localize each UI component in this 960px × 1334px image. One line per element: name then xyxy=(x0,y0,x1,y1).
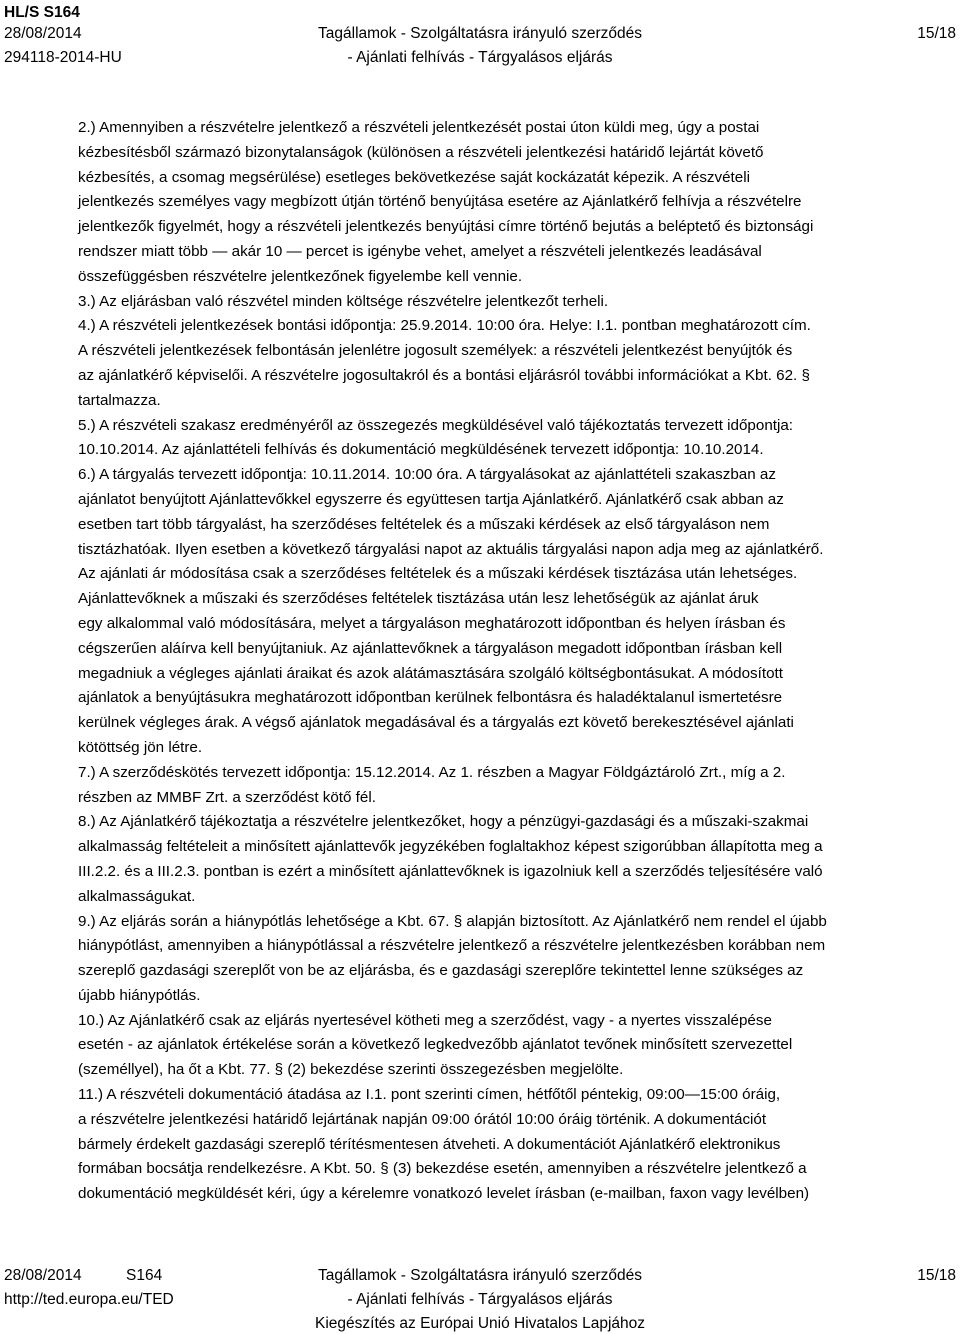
body-line: Ajánlattevőknek a műszaki és szerződéses feltételek tisztázása után lesz lehetőségük az ajánlat áruk xyxy=(78,590,759,608)
body-line: 10.) Az Ajánlatkérő csak az eljárás nyertesével kötheti meg a szerződést, vagy - a nyertes visszalépése xyxy=(78,1011,772,1029)
body-line: jelentkezők figyelmét, hogy a részvételi jelentkezés benyújtási címre történő bejutás a beléptető és biztonsági xyxy=(78,218,814,236)
body-line: kézbesítésből származó bizonytalanságok (különösen a részvételi jelentkezési határidő lejártát követő xyxy=(78,143,764,161)
body-line: az ajánlatkérő képviselői. A részvételre jogosultakról és a bontási eljárásról további információkat a Kbt. 62. § xyxy=(78,366,810,384)
body-line: egy alkalommal való módosítására, melyet a tárgyaláson meghatározott időpontban és helyen írásban és xyxy=(78,614,786,632)
body-line: 6.) A tárgyalás tervezett időpontja: 10.11.2014. 10:00 óra. A tárgyalásokat az ajánlattételi szakaszban az xyxy=(78,466,776,484)
body-line: 3.) Az eljárásban való részvétel minden költsége részvételre jelentkezőt terheli. xyxy=(78,292,609,310)
footer-title-line2: - Ajánlati felhívás - Tárgyalásos eljárás xyxy=(347,1291,613,1308)
body-line: 7.) A szerződéskötés tervezett időpontja: 15.12.2014. Az 1. részben a Magyar Földgáztároló Zrt., míg a 2. xyxy=(78,763,786,781)
footer-series: S164 xyxy=(126,1267,163,1284)
body-line: a részvételre jelentkezési határidő lejártának napján 09:00 órától 10:00 óráig történik. A dokumentációt xyxy=(78,1110,767,1128)
header-series: HL/S S164 xyxy=(4,4,80,21)
body-line: 8.) Az Ajánlatkérő tájékoztatja a részvételre jelentkezőket, hogy a pénzügyi-gazdasági és a műszaki-szakmai xyxy=(78,813,809,831)
body-line: kötöttség jön létre. xyxy=(78,738,203,756)
body-line: ajánlatot benyújtott Ajánlattevőkkel egyszerre és együttesen tartja Ajánlatkérő. Ajánlatkérő csak abban az xyxy=(78,490,784,508)
body-line: tisztázhatóak. Ilyen esetben a következő tárgyalási napot az aktuális tárgyalási napon adja meg az ajánlatkérő. xyxy=(78,540,824,558)
body-line: újabb hiánypótlás. xyxy=(78,986,201,1004)
body-line: tartalmazza. xyxy=(78,391,161,409)
footer-url: http://ted.europa.eu/TED xyxy=(4,1291,174,1308)
body-line: 9.) Az eljárás során a hiánypótlás lehetősége a Kbt. 67. § alapján biztosított. Az Ajánlatkérő nem rendel el újabb xyxy=(78,912,827,930)
header-date: 28/08/2014 xyxy=(4,25,82,42)
footer-title-line3: Kiegészítés az Európai Unió Hivatalos Lapjához xyxy=(315,1315,645,1332)
header-title-line1: Tagállamok - Szolgáltatásra irányuló szerződés xyxy=(318,25,642,42)
body-line: jelentkezés személyes vagy megbízott útján történő benyújtása esetére az Ajánlatkérő felhívja a részvételre xyxy=(78,193,802,211)
footer-page-number: 15/18 xyxy=(917,1267,956,1284)
body-line: ajánlatok a benyújtásukra meghatározott időpontban kerülnek felbontásra és haladéktalanul ismertetésre xyxy=(78,689,783,707)
body-line: kézbesítés, a csomag megsérülése) esetleges bekövetkezése saját kockázatát képezik. A részvételi xyxy=(78,168,750,186)
body-line: III.2.2. és a III.2.3. pontban is ezért a minősített ajánlattevőknek is igazolniuk kell a szerződés teljesítésére való xyxy=(78,862,823,880)
body-line: esetben tart több tárgyalást, ha szerződéses feltételek és a műszaki kérdések az első tárgyaláson nem xyxy=(78,515,770,533)
body-line: Az ajánlati ár módosítása csak a szerződéses feltételek és a műszaki kérdések tisztázása után lehetséges. xyxy=(78,565,798,583)
body-line: bármely érdekelt gazdasági szereplő térítésmentesen átveheti. A dokumentációt Ajánlatkérő elektronikus xyxy=(78,1135,781,1153)
footer-date: 28/08/2014 xyxy=(4,1267,82,1284)
body-line: összefüggésben részvételre jelentkezőnek figyelembe kell vennie. xyxy=(78,267,523,285)
body-line: alkalmasságukat. xyxy=(78,887,196,905)
body-line: esetén - az ajánlatok értékelése során a következő legkedvezőbb ajánlatot tevőnek minősített szervezettel xyxy=(78,1036,793,1054)
body-line: (személlyel), ha őt a Kbt. 77. § (2) bekezdése szerinti összegezésben megjelölte. xyxy=(78,1061,624,1079)
body-line: rendszer miatt több — akár 10 — percet is igénybe vehet, amelyet a részvételi jelentkezés leadásával xyxy=(78,242,762,260)
notice-body xyxy=(78,116,950,1207)
body-line: A részvételi jelentkezések felbontásán jelenlétre jogosult személyek: a részvételi jelentkezést benyújtók és xyxy=(78,342,793,360)
header-doc-id: 294118-2014-HU xyxy=(4,49,122,66)
header-page-number: 15/18 xyxy=(917,25,956,42)
footer-title-line1: Tagállamok - Szolgáltatásra irányuló szerződés xyxy=(318,1267,642,1284)
body-line: alkalmasság feltételeit a minősített ajánlattevők jegyzékében foglaltakhoz képest szigorúbban állapította meg a xyxy=(78,838,823,856)
body-line: részben az MMBF Zrt. a szerződést kötő fél. xyxy=(78,788,376,806)
body-line: cégszerűen aláírva kell benyújtaniuk. Az ajánlattevőknek a tárgyaláson megadott időpontban írásban kell xyxy=(78,639,783,657)
header-title-line2: - Ajánlati felhívás - Tárgyalásos eljárás xyxy=(347,49,613,66)
body-line: 2.) Amennyiben a részvételre jelentkező a részvételi jelentkezését postai úton küldi meg, úgy a postai xyxy=(78,119,760,136)
body-line: megadniuk a végleges ajánlati áraikat és azok alátámasztására szolgáló költségbontásukat. A módosított xyxy=(78,664,783,682)
body-line: formában bocsátja rendelkezésre. A Kbt. 50. § (3) bekezdése esetén, amennyiben a részvételre jelentkező a xyxy=(78,1160,807,1178)
body-line: dokumentáció megküldését kéri, úgy a kérelemre vonatkozó levelet írásban (e-mailban, faxon vagy levélben) xyxy=(78,1185,810,1203)
body-line: 5.) A részvételi szakasz eredményéről az összegezés megküldésével való tájékoztatás tervezett időpontja: xyxy=(78,416,794,434)
body-line: kerülnek végleges árak. A végső ajánlatok megadásával és a tárgyalás ezt követő berekesztésével ajánlati xyxy=(78,714,794,732)
body-line: szereplő gazdasági szereplőt von be az eljárásba, és e gazdasági szereplőre tekintettel lenne szükséges az xyxy=(78,962,804,980)
body-line: 4.) A részvételi jelentkezések bontási időpontja: 25.9.2014. 10:00 óra. Helye: I.1. pontban meghatározott cím. xyxy=(78,317,811,335)
body-line: 11.) A részvételi dokumentáció átadása az I.1. pont szerinti címen, hétfőtől péntekig, 09:00—15:00 óráig, xyxy=(78,1086,781,1104)
body-line: hiánypótlást, amennyiben a hiánypótlással a részvételre jelentkező a részvételre jelentkezésben korábban nem xyxy=(78,937,826,955)
body-line: 10.10.2014. Az ajánlattételi felhívás és dokumentáció megküldésének tervezett időpontja: 10.10.2014. xyxy=(78,441,764,459)
